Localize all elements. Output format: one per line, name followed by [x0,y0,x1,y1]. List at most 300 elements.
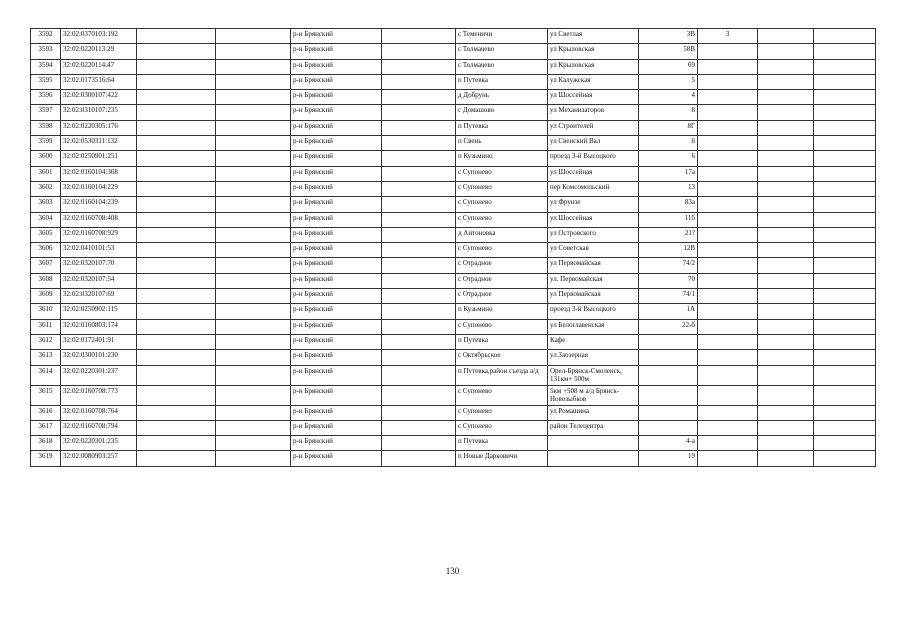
street: проезд 3-й Высоцкого [548,304,639,319]
extra-number [698,304,758,319]
empty-cell [758,166,814,181]
empty-cell [382,227,456,242]
empty-cell [758,304,814,319]
district: р-н Брянский [291,166,382,181]
district: р-н Брянский [291,436,382,451]
empty-cell [814,74,876,89]
empty-cell [216,212,291,227]
extra-number [698,436,758,451]
district: р-н Брянский [291,181,382,196]
cadastral-number: 32:02:0173516:64 [61,74,137,89]
locality: с Толмачево [456,44,548,59]
district: р-н Брянский [291,334,382,349]
locality: с Отрадное [456,258,548,273]
street: ул Механизаторов [548,105,639,120]
street: ул. Первомайская [548,273,639,288]
empty-cell [137,405,216,420]
empty-cell [137,212,216,227]
district: р-н Брянский [291,44,382,59]
street: Кафе [548,334,639,349]
street [548,451,639,466]
table-row [31,166,876,181]
empty-cell [216,420,291,435]
row-number: 3616 [31,405,61,420]
empty-cell [814,151,876,166]
cadastral-number: 32:02:0320107:54 [61,273,137,288]
row-number: 3611 [31,319,61,334]
locality: д Добрунь [456,90,548,105]
extra-number [698,59,758,74]
table-row [31,243,876,258]
district: р-н Брянский [291,243,382,258]
cadastral-number: 32:02:0370103:192 [61,29,137,44]
empty-cell [216,436,291,451]
empty-cell [216,334,291,349]
empty-cell [137,227,216,242]
empty-cell [216,166,291,181]
cadastral-number: 32:02:0220301:237 [61,365,137,385]
street: проезд 3-й Высоцкого [548,151,639,166]
street: Орел-Брянск-Смоленск, 131км+ 500м [548,365,639,385]
cadastral-number: 32:02:0300107:422 [61,90,137,105]
cadastral-number: 32:02:0160708:408 [61,212,137,227]
street [548,436,639,451]
district: р-н Брянский [291,151,382,166]
empty-cell [814,90,876,105]
street: ул Крыловская [548,44,639,59]
cadastral-number: 32:02:0160708:929 [61,227,137,242]
extra-number [698,212,758,227]
street: ул Светлая [548,29,639,44]
district: р-н Брянский [291,90,382,105]
row-number: 3612 [31,334,61,349]
empty-cell [814,29,876,44]
empty-cell [137,197,216,212]
house-number [639,365,698,385]
locality: с Супонево [456,420,548,435]
cadastral-number: 32:02:0160708:794 [61,420,137,435]
district: р-н Брянский [291,29,382,44]
empty-cell [216,59,291,74]
row-number: 3618 [31,436,61,451]
empty-cell [382,243,456,258]
empty-cell [814,181,876,196]
house-number: 17а [639,166,698,181]
locality: с Супонево [456,197,548,212]
empty-cell [137,59,216,74]
locality: с Супонево [456,243,548,258]
empty-cell [814,304,876,319]
empty-cell [758,44,814,59]
cadastral-number: 32:02:0160104:368 [61,166,137,181]
empty-cell [216,105,291,120]
extra-number: 3 [698,29,758,44]
district: р-н Брянский [291,350,382,365]
locality: с Отрадное [456,273,548,288]
empty-cell [216,227,291,242]
empty-cell [216,243,291,258]
empty-cell [137,273,216,288]
locality: п Путевка [456,334,548,349]
district: р-н Брянский [291,136,382,151]
district: р-н Брянский [291,319,382,334]
empty-cell [137,420,216,435]
district: р-н Брянский [291,212,382,227]
registry-sheet [30,28,876,467]
empty-cell [137,243,216,258]
street: ул Свенский Вал [548,136,639,151]
empty-cell [382,258,456,273]
empty-cell [758,212,814,227]
cadastral-number: 32:02:0300101:230 [61,350,137,365]
row-number: 3613 [31,350,61,365]
empty-cell [814,243,876,258]
locality: п Кузьмино [456,304,548,319]
house-number: 13 [639,181,698,196]
extra-number [698,166,758,181]
street: ул Первомайская [548,258,639,273]
house-number: 74/1 [639,289,698,304]
empty-cell [814,405,876,420]
extra-number [698,451,758,466]
empty-cell [758,258,814,273]
registry-table [30,28,876,467]
extra-number [698,365,758,385]
empty-cell [758,90,814,105]
empty-cell [137,289,216,304]
row-number: 3615 [31,385,61,405]
empty-cell [814,44,876,59]
empty-cell [216,151,291,166]
page-number: 130 [445,566,460,576]
street: ул Советская [548,243,639,258]
street: ул Фрунзе [548,197,639,212]
house-number [639,334,698,349]
extra-number [698,350,758,365]
empty-cell [216,90,291,105]
cadastral-number: 32:02:0250901:251 [61,151,137,166]
row-number: 3599 [31,136,61,151]
empty-cell [137,44,216,59]
house-number: 69 [639,59,698,74]
district: р-н Брянский [291,289,382,304]
empty-cell [137,319,216,334]
locality: с Домашово [456,105,548,120]
empty-cell [382,29,456,44]
locality: с Толмачево [456,59,548,74]
empty-cell [382,273,456,288]
table-row [31,319,876,334]
empty-cell [137,151,216,166]
house-number: 22-б [639,319,698,334]
empty-cell [382,365,456,385]
empty-cell [382,319,456,334]
extra-number [698,319,758,334]
locality: п Путевка [456,74,548,89]
empty-cell [382,385,456,405]
extra-number [698,227,758,242]
table-row [31,151,876,166]
empty-cell [382,44,456,59]
district: р-н Брянский [291,365,382,385]
table-row [31,365,876,385]
table-row [31,105,876,120]
cadastral-number: 32:02:0172401:91 [61,334,137,349]
street: 5км +508 м а/д Брянск-Новозыбков [548,385,639,405]
empty-cell [137,451,216,466]
empty-cell [814,385,876,405]
house-number: 4 [639,90,698,105]
table-row [31,385,876,405]
empty-cell [758,334,814,349]
table-row [31,59,876,74]
empty-cell [382,166,456,181]
row-number: 3606 [31,243,61,258]
extra-number [698,136,758,151]
house-number: 11б [639,212,698,227]
empty-cell [814,420,876,435]
row-number: 3608 [31,273,61,288]
empty-cell [758,74,814,89]
table-row [31,44,876,59]
empty-cell [758,29,814,44]
locality: п Кузьмино [456,151,548,166]
extra-number [698,44,758,59]
table-row [31,258,876,273]
empty-cell [216,451,291,466]
empty-cell [814,273,876,288]
row-number: 3609 [31,289,61,304]
empty-cell [216,289,291,304]
cadastral-number: 32:02:0310107:235 [61,105,137,120]
house-number: 6 [639,151,698,166]
empty-cell [137,350,216,365]
district: р-н Брянский [291,304,382,319]
table-row [31,273,876,288]
street: ул Строителей [548,120,639,135]
district: р-н Брянский [291,105,382,120]
empty-cell [137,436,216,451]
empty-cell [137,334,216,349]
cadastral-number: 32:02:0530311:132 [61,136,137,151]
house-number: 1А [639,304,698,319]
table-row [31,29,876,44]
street: ул Шоссейная [548,212,639,227]
district: р-н Брянский [291,385,382,405]
empty-cell [758,405,814,420]
district: р-н Брянский [291,120,382,135]
cadastral-number: 32:02:0160708:764 [61,405,137,420]
row-number: 3607 [31,258,61,273]
table-row [31,181,876,196]
empty-cell [382,181,456,196]
table-row [31,120,876,135]
empty-cell [758,365,814,385]
empty-cell [382,90,456,105]
empty-cell [758,151,814,166]
empty-cell [216,304,291,319]
empty-cell [382,334,456,349]
empty-cell [758,273,814,288]
empty-cell [216,258,291,273]
district: р-н Брянский [291,273,382,288]
table-row [31,289,876,304]
empty-cell [216,385,291,405]
street: ул Шоссейная [548,166,639,181]
district: р-н Брянский [291,74,382,89]
empty-cell [382,420,456,435]
street: ул Калужская [548,74,639,89]
extra-number [698,74,758,89]
empty-cell [216,350,291,365]
extra-number [698,420,758,435]
empty-cell [758,385,814,405]
table-row [31,350,876,365]
empty-cell [382,59,456,74]
table-row [31,420,876,435]
empty-cell [137,29,216,44]
empty-cell [382,197,456,212]
cadastral-number: 32:02:0320107:70 [61,258,137,273]
empty-cell [814,59,876,74]
empty-cell [758,420,814,435]
empty-cell [137,385,216,405]
cadastral-number: 32:02:0080903:257 [61,451,137,466]
empty-cell [814,136,876,151]
empty-cell [382,304,456,319]
house-number: 6 [639,136,698,151]
table-row [31,74,876,89]
empty-cell [382,74,456,89]
empty-cell [137,258,216,273]
street: пер Комсомольский [548,181,639,196]
empty-cell [814,105,876,120]
locality: с Теменичи [456,29,548,44]
empty-cell [758,120,814,135]
locality: с Супонево [456,319,548,334]
cadastral-number: 32:02:0220113:29 [61,44,137,59]
locality: с Супонево [456,166,548,181]
house-number: 21? [639,227,698,242]
empty-cell [137,105,216,120]
row-number: 3601 [31,166,61,181]
empty-cell [137,90,216,105]
empty-cell [758,243,814,258]
extra-number [698,385,758,405]
extra-number [698,151,758,166]
table-row [31,451,876,466]
extra-number [698,289,758,304]
empty-cell [758,451,814,466]
district: р-н Брянский [291,258,382,273]
extra-number [698,258,758,273]
empty-cell [758,181,814,196]
empty-cell [216,197,291,212]
locality: п Новые Дарковичи [456,451,548,466]
house-number [639,420,698,435]
empty-cell [814,436,876,451]
locality: с Супонево [456,385,548,405]
house-number [639,350,698,365]
empty-cell [382,405,456,420]
house-number: 83а [639,197,698,212]
empty-cell [758,227,814,242]
empty-cell [382,151,456,166]
locality: п Путевка [456,436,548,451]
empty-cell [382,350,456,365]
row-number: 3594 [31,59,61,74]
empty-cell [216,181,291,196]
extra-number [698,120,758,135]
row-number: 3617 [31,420,61,435]
table-row [31,304,876,319]
empty-cell [137,120,216,135]
extra-number [698,197,758,212]
row-number: 3598 [31,120,61,135]
house-number: 4-а [639,436,698,451]
district: р-н Брянский [291,227,382,242]
district: р-н Брянский [291,197,382,212]
extra-number [698,405,758,420]
house-number: 8Г [639,120,698,135]
empty-cell [137,304,216,319]
row-number: 3597 [31,105,61,120]
house-number: 12В [639,243,698,258]
empty-cell [137,365,216,385]
cadastral-number: 32:02:0250902:115 [61,304,137,319]
street: район Телецентра [548,420,639,435]
table-row [31,405,876,420]
empty-cell [382,289,456,304]
cadastral-number: 32:02:0160803:174 [61,319,137,334]
empty-cell [758,350,814,365]
cadastral-number: 32:02:0410101:53 [61,243,137,258]
locality: п Свень [456,136,548,151]
house-number: 58В [639,44,698,59]
empty-cell [758,136,814,151]
locality: д Антоновка [456,227,548,242]
empty-cell [216,136,291,151]
district: р-н Брянский [291,420,382,435]
cadastral-number: 32:02:0220305:176 [61,120,137,135]
table-row [31,227,876,242]
empty-cell [137,136,216,151]
empty-cell [216,120,291,135]
empty-cell [382,451,456,466]
empty-cell [382,120,456,135]
empty-cell [758,197,814,212]
street: ул Белоглавенская [548,319,639,334]
district: р-н Брянский [291,405,382,420]
empty-cell [758,289,814,304]
row-number: 3619 [31,451,61,466]
district: р-н Брянский [291,59,382,74]
empty-cell [758,59,814,74]
empty-cell [758,436,814,451]
empty-cell [814,350,876,365]
empty-cell [216,319,291,334]
table-row [31,90,876,105]
house-number: 3В [639,29,698,44]
row-number: 3592 [31,29,61,44]
locality: с Супонево [456,405,548,420]
empty-cell [137,181,216,196]
street: ул Заозерная [548,350,639,365]
table-row [31,136,876,151]
empty-cell [814,289,876,304]
extra-number [698,273,758,288]
empty-cell [216,44,291,59]
